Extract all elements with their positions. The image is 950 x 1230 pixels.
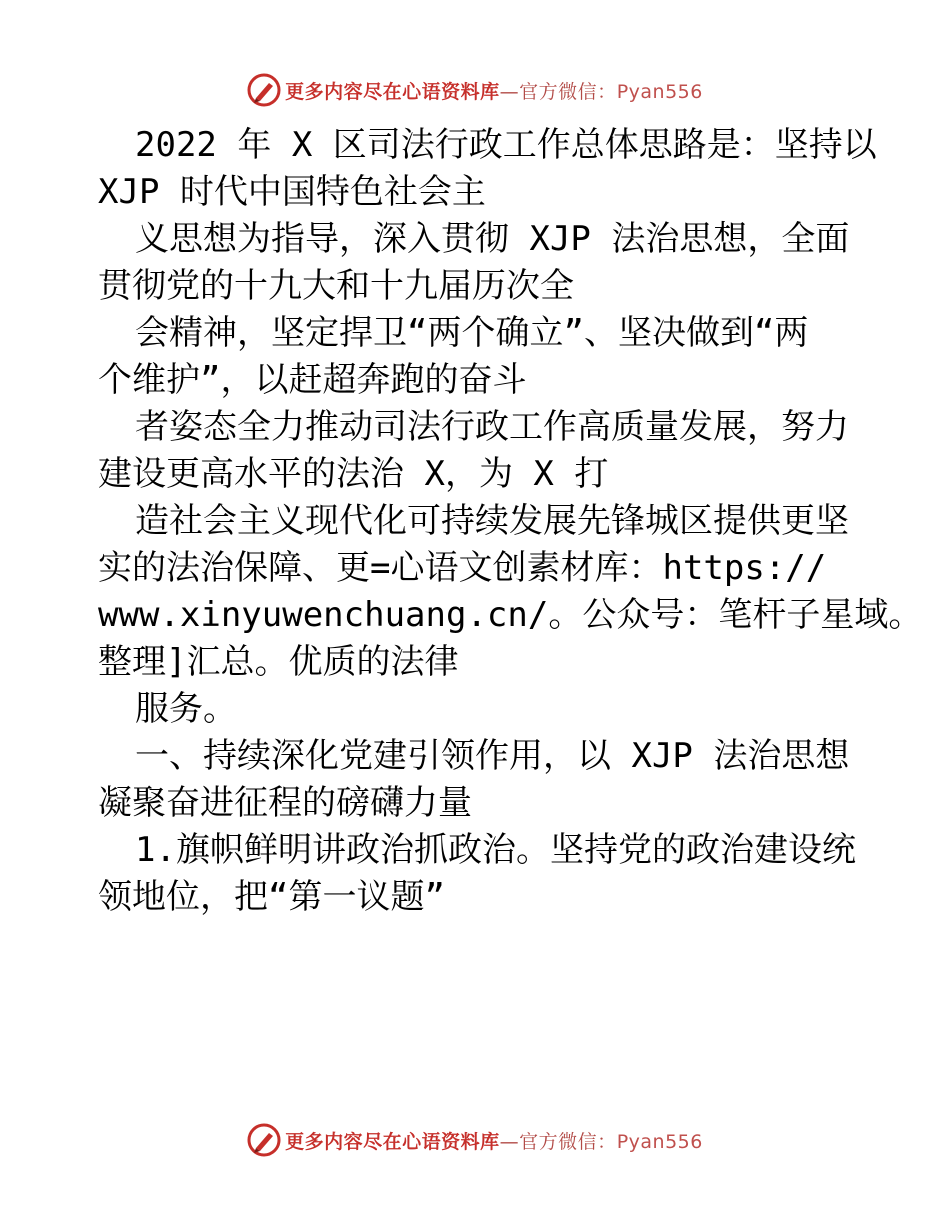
banner-text — [285, 1127, 703, 1154]
pen-logo-icon — [247, 73, 281, 107]
text-line: 贯彻党的十九大和十九届历次全 — [98, 266, 574, 306]
text-line: www.xinyuwenchuang.cn/。公众号：笔杆子星域。 — [98, 595, 923, 635]
banner-brand: 更多内容尽在心语资料库 — [285, 80, 500, 103]
banner-channel: 官方微信 — [519, 1130, 598, 1153]
banner-separator: — — [499, 80, 520, 103]
text-line: 1.旗帜鲜明讲政治抓政治。坚持党的政治建设统 — [135, 830, 856, 870]
text-line: 一、持续深化党建引领作用，以 XJP 法治思想 — [135, 736, 850, 776]
text-line: 服务。 — [135, 689, 237, 729]
text-line: 者姿态全力推动司法行政工作高质量发展，努力 — [135, 407, 849, 447]
banner-text — [285, 77, 703, 104]
footer-banner — [0, 1120, 950, 1160]
text-line: 实的法治保障、更=心语文创素材库：https:// — [98, 548, 827, 588]
text-line: 个维护”，以赶超奔跑的奋斗 — [98, 360, 527, 400]
banner-separator: — — [499, 1130, 520, 1153]
pen-logo-icon — [247, 1123, 281, 1157]
text-line: 会精神，坚定捍卫“两个确立”、坚决做到“两 — [135, 313, 809, 353]
text-line: 2022 年 X 区司法行政工作总体思路是：坚持以 — [135, 125, 877, 165]
text-line: 领地位，把“第一议题” — [98, 877, 445, 917]
text-line: 义思想为指导，深入贯彻 XJP 法治思想，全面 — [135, 219, 850, 259]
banner-colon: ： — [597, 1130, 617, 1153]
banner-account: Pyan556 — [616, 1130, 703, 1153]
text-line: XJP 时代中国特色社会主 — [98, 172, 486, 212]
banner-account: Pyan556 — [616, 80, 703, 103]
text-line: 凝聚奋进征程的磅礴力量 — [98, 783, 472, 823]
text-line: 整理]汇总。优质的法律 — [98, 642, 459, 682]
text-line: 建设更高水平的法治 X，为 X 打 — [98, 454, 609, 494]
banner-colon: ： — [597, 80, 617, 103]
text-line: 造社会主义现代化可持续发展先锋城区提供更坚 — [135, 501, 849, 541]
banner-channel: 官方微信 — [519, 80, 598, 103]
header-banner — [0, 70, 950, 110]
banner-brand: 更多内容尽在心语资料库 — [285, 1130, 500, 1153]
document-body — [98, 122, 923, 921]
